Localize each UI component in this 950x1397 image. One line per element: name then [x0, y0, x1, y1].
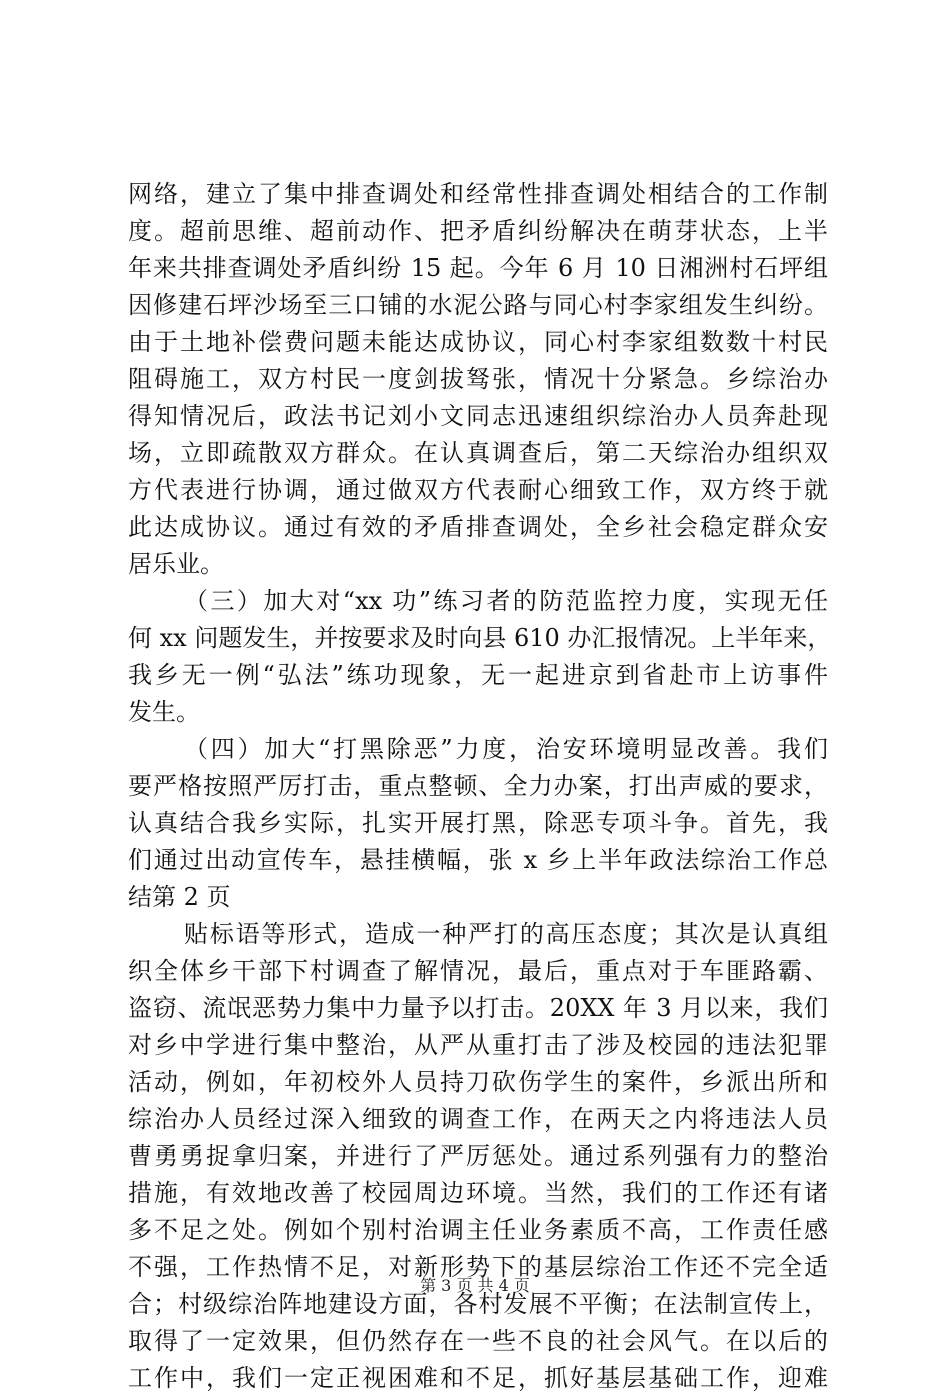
text-line: 织全体乡干部下村调查了解情况，最后，重点对于车匪路霸、	[128, 957, 828, 985]
text-line: 措施，有效地改善了校园周边环境。当然，我们的工作还有诸	[128, 1179, 828, 1207]
text-line: 贴标语等形式，造成一种严打的高压态度；其次是认真组	[184, 920, 828, 948]
text-line: 因修建石坪沙场至三口铺的水泥公路与同心村李家组发生纠纷。	[128, 291, 828, 319]
text-line: 们通过出动宣传车，悬挂横幅，张 x 乡上半年政法综治工作总	[128, 846, 828, 874]
text-line: 不强，工作热情不足，对新形势下的基层综治工作还不完全适	[128, 1253, 828, 1281]
text-line: 综治办人员经过深入细致的调查工作，在两天之内将违法人员	[128, 1105, 828, 1133]
text-line: 方代表进行协调，通过做双方代表耐心细致工作，双方终于就	[128, 476, 828, 504]
text-line: 结第 2 页	[128, 883, 231, 911]
text-line: 盗窃、流氓恶势力集中力量予以打击。20XX 年 3 月以来，我们	[128, 994, 828, 1022]
text-line: 发生。	[128, 698, 200, 726]
text-line: （四）加大“打黑除恶”力度，治安环境明显改善。我们	[184, 735, 828, 763]
text-line: 我乡无一例“弘法”练功现象，无一起进京到省赴市上访事件	[128, 661, 828, 689]
page-footer	[0, 1275, 950, 1297]
text-line: （三）加大对“xx 功”练习者的防范监控力度，实现无任	[184, 587, 828, 615]
text-line: 阻碍施工，双方村民一度剑拔驽张，情况十分紧急。乡综治办	[128, 365, 828, 393]
text-line: 曹勇勇捉拿归案，并进行了严厉惩处。通过系列强有力的整治	[128, 1142, 828, 1170]
text-line: 由于土地补偿费问题未能达成协议，同心村李家组数数十村民	[128, 328, 828, 356]
page-number: 第 3 页 共 4 页	[420, 1276, 530, 1295]
text-line: 活动，例如，年初校外人员持刀砍伤学生的案件，乡派出所和	[128, 1068, 828, 1096]
text-line: 场，立即疏散双方群众。在认真调查后，第二天综治办组织双	[128, 439, 828, 467]
text-line: 工作中，我们一定正视困难和不足，抓好基层基础工作，迎难	[128, 1364, 828, 1392]
text-line: 合；村级综治阵地建设方面，各村发展不平衡；在法制宣传上，	[128, 1290, 828, 1318]
text-line: 对乡中学进行集中整治，从严从重打击了涉及校园的违法犯罪	[128, 1031, 828, 1059]
text-line: 居乐业。	[128, 550, 224, 578]
text-line: 要严格按照严厉打击，重点整顿、全力办案，打出声威的要求，	[128, 772, 828, 800]
text-line: 多不足之处。例如个别村治调主任业务素质不高，工作责任感	[128, 1216, 828, 1244]
text-line: 此达成协议。通过有效的矛盾排查调处，全乡社会稳定群众安	[128, 513, 828, 541]
body-text	[128, 176, 832, 1397]
text-line: 何 xx 问题发生，并按要求及时向县 610 办汇报情况。上半年来，	[128, 624, 832, 652]
text-line: 网络，建立了集中排查调处和经常性排查调处相结合的工作制	[128, 180, 828, 208]
text-line: 取得了一定效果，但仍然存在一些不良的社会风气。在以后的	[128, 1327, 828, 1355]
text-line: 认真结合我乡实际，扎实开展打黑，除恶专项斗争。首先，我	[128, 809, 828, 837]
text-line: 得知情况后，政法书记刘小文同志迅速组织综治办人员奔赴现	[128, 402, 828, 430]
text-line: 年来共排查调处矛盾纠纷 15 起。今年 6 月 10 日湘洲村石坪组	[128, 254, 828, 282]
text-line: 度。超前思维、超前动作、把矛盾纠纷解决在萌芽状态，上半	[128, 217, 828, 245]
